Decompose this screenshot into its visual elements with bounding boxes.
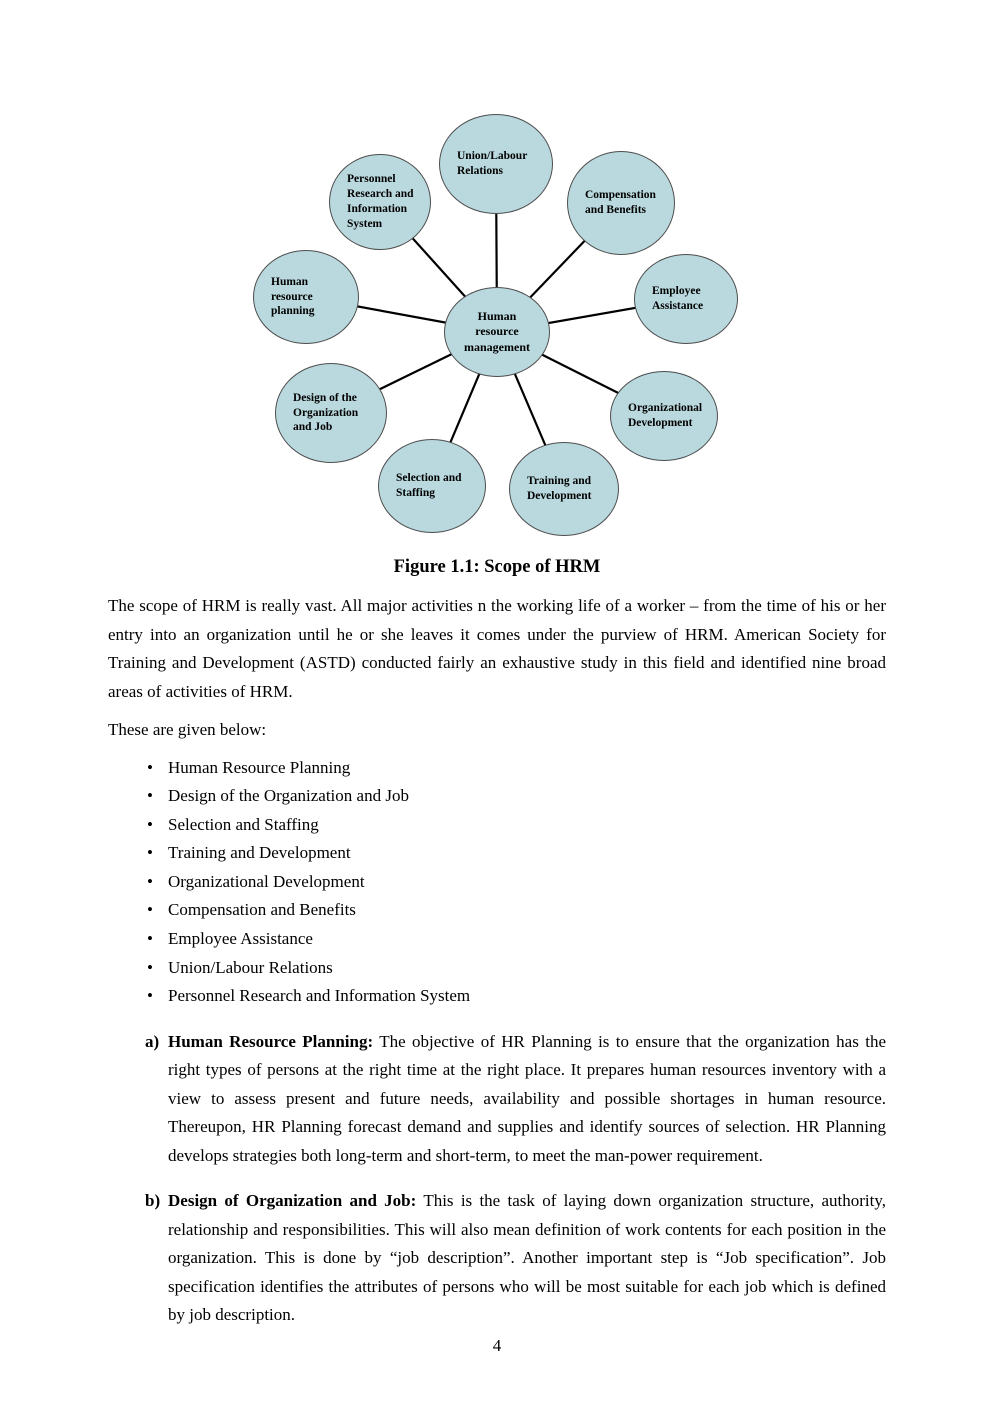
hrm-scope-diagram (0, 100, 992, 545)
diagram-node-human-resource-planning (253, 250, 359, 344)
item-letter: a) (145, 1031, 160, 1051)
list-item: • Organizational Development (145, 868, 886, 897)
list-item: • Union/Labour Relations (145, 954, 886, 983)
list-item: • Employee Assistance (145, 925, 886, 954)
item-title: Human Resource Planning: (168, 1031, 374, 1051)
page-number: 4 (492, 1335, 502, 1355)
diagram-node-hrm-center (444, 287, 550, 377)
node-label: Personnel Research and Information System (347, 173, 414, 230)
item-a (108, 1028, 886, 1171)
item-text: This is the task of laying down organization structure, authority, relationship and responsibilities. This will also mean definition of work contents for each position in the organization. This is done by “job description”. Another important step is “Job specification”. Job specification identifies the attributes of persons who will be most suitable for each job which is defined by job description. (168, 1191, 886, 1325)
node-label: Design of the Organization and Job (293, 391, 359, 434)
list-item: • Personnel Research and Information System (145, 982, 886, 1011)
list-item: • Selection and Staffing (145, 811, 886, 840)
item-b (108, 1187, 886, 1330)
node-label: Training and Development (527, 475, 592, 502)
page-content (0, 557, 992, 1356)
diagram-node-personnel-research-information-system (329, 154, 431, 250)
hrm-areas-list (108, 754, 886, 1011)
item-text: The objective of HR Planning is to ensure that the organization has the right types of persons at the right time at the right place. It prepares human resources inventory with a view to assess present and future needs, availability and possible shortages in human resource. Thereupon, HR Planning forecast demand and supplies and identify sources of selection. HR Planning develops strategies both long-term and short-term, to meet the man-power requirement. (168, 1031, 886, 1165)
node-label: Union/Labour Relations (457, 150, 528, 177)
item-body (168, 1028, 886, 1171)
diagram-node-compensation-and-benefits (567, 151, 675, 255)
node-label: Employee Assistance (652, 285, 704, 312)
list-item: • Compensation and Benefits (145, 896, 886, 925)
diagram-node-union-labour-relations (439, 114, 553, 214)
item-title: Design of Organization and Job: (168, 1191, 417, 1211)
list-item: • Training and Development (145, 839, 886, 868)
diagram-node-training-and-development (509, 442, 619, 536)
item-body (168, 1187, 886, 1330)
diagram-node-selection-and-staffing (378, 439, 486, 533)
node-label: Human resource planning (271, 275, 315, 318)
list-item: • Human Resource Planning (145, 754, 886, 783)
diagram-node-design-of-organization-and-job (275, 363, 387, 463)
intro-paragraph: The scope of HRM is really vast. All major activities n the working life of a worker – from the time of his or her entry into an organization until he or she leaves it comes under the purview of HRM. American Society for Training and Development (ASTD) conducted fairly an exhaustive study in this field and identified nine broad areas of activities of HRM. (108, 596, 886, 701)
list-item: • Design of the Organization and Job (145, 782, 886, 811)
node-label: Compensation and Benefits (585, 189, 656, 216)
item-letter: b) (145, 1191, 161, 1211)
node-label: Organizational Development (628, 402, 703, 429)
diagram-node-organizational-development (610, 371, 718, 461)
lead-in-text: These are given below: (108, 720, 267, 739)
node-label: Selection and Staffing (396, 472, 462, 499)
diagram-node-employee-assistance (634, 254, 738, 344)
node-label: Human resource management (464, 308, 530, 354)
figure-caption: Figure 1.1: Scope of HRM (393, 557, 601, 577)
